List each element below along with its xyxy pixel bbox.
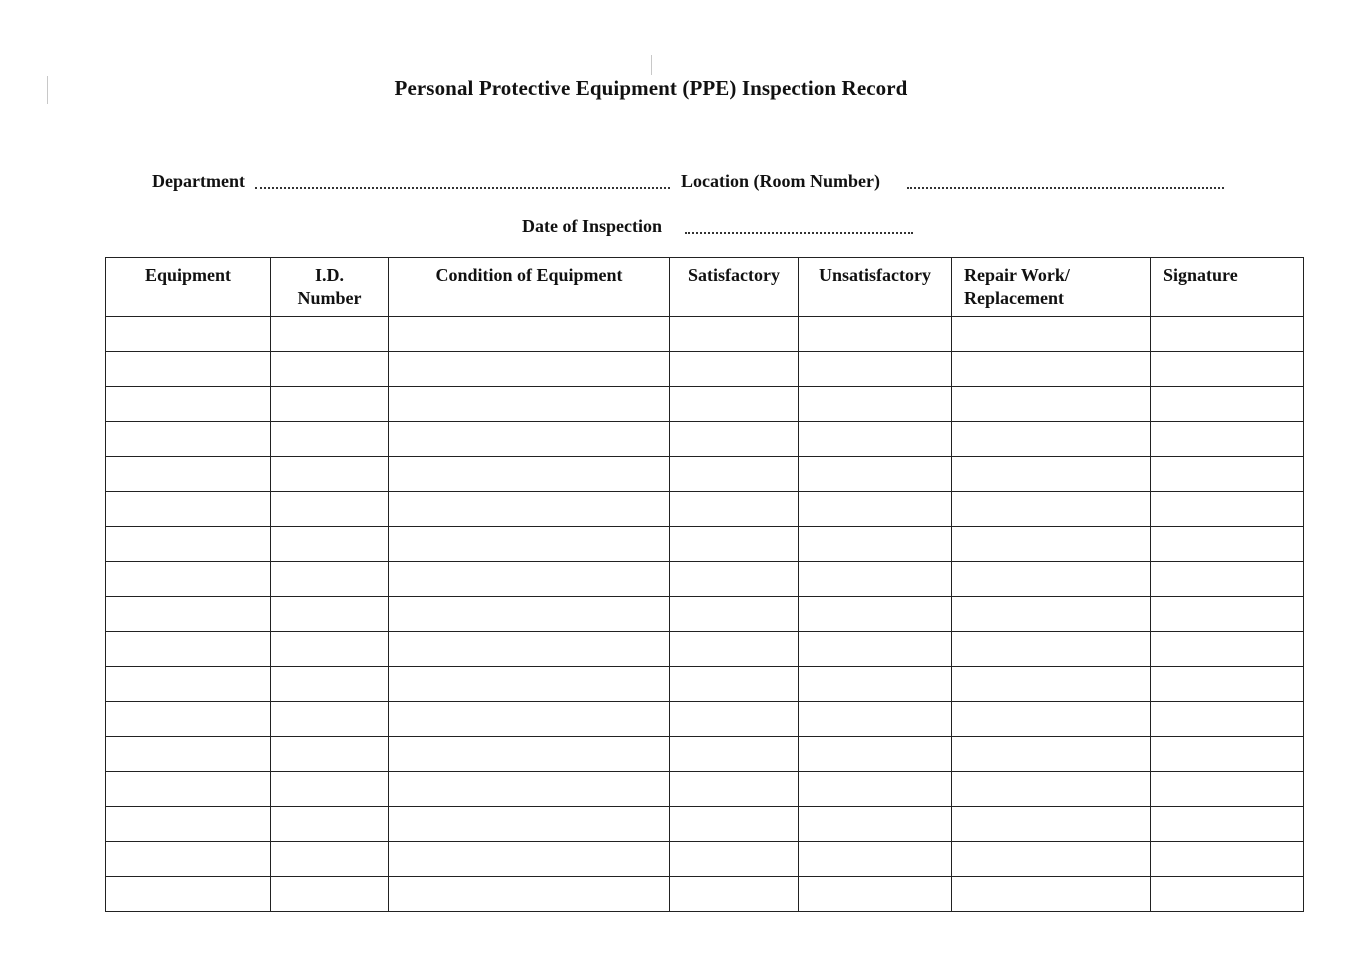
col-header-id-number <box>271 258 389 317</box>
table-cell[interactable] <box>1151 422 1304 457</box>
table-cell[interactable] <box>389 387 670 422</box>
table-row <box>106 492 1304 527</box>
table-cell[interactable] <box>271 702 389 737</box>
table-cell[interactable] <box>106 562 271 597</box>
table-cell[interactable] <box>271 492 389 527</box>
table-cell[interactable] <box>799 632 952 667</box>
table-row <box>106 352 1304 387</box>
table-cell[interactable] <box>670 632 799 667</box>
table-cell[interactable] <box>106 737 271 772</box>
table-cell[interactable] <box>1151 807 1304 842</box>
table-cell[interactable] <box>952 387 1151 422</box>
table-cell[interactable] <box>389 527 670 562</box>
table-cell[interactable] <box>389 632 670 667</box>
table-cell[interactable] <box>106 632 271 667</box>
table-cell[interactable] <box>106 422 271 457</box>
table-cell[interactable] <box>799 737 952 772</box>
table-cell[interactable] <box>799 842 952 877</box>
table-cell[interactable] <box>952 772 1151 807</box>
col-header-condition: Condition of Equipment <box>389 258 670 317</box>
table-cell[interactable] <box>952 632 1151 667</box>
table-cell[interactable] <box>670 317 799 352</box>
col-header-id-number-text: I.D. Number <box>297 265 362 308</box>
table-row <box>106 737 1304 772</box>
table-row <box>106 632 1304 667</box>
table-cell[interactable] <box>106 387 271 422</box>
table-cell[interactable] <box>389 562 670 597</box>
table-cell[interactable] <box>952 492 1151 527</box>
scan-mark-top <box>651 55 652 75</box>
table-cell[interactable] <box>106 317 271 352</box>
table-cell[interactable] <box>670 387 799 422</box>
table-cell[interactable] <box>389 702 670 737</box>
table-row <box>106 457 1304 492</box>
table-cell[interactable] <box>799 702 952 737</box>
table-cell[interactable] <box>799 317 952 352</box>
table-cell[interactable] <box>1151 597 1304 632</box>
table-cell[interactable] <box>271 877 389 912</box>
table-cell[interactable] <box>389 807 670 842</box>
table-cell[interactable] <box>952 527 1151 562</box>
table-cell[interactable] <box>1151 667 1304 702</box>
table-cell[interactable] <box>389 842 670 877</box>
table-cell[interactable] <box>389 877 670 912</box>
table-cell[interactable] <box>389 422 670 457</box>
table-cell[interactable] <box>670 562 799 597</box>
table-cell[interactable] <box>389 317 670 352</box>
col-header-repair-replacement-text: Repair Work/ Replacement <box>964 265 1070 308</box>
table-cell[interactable] <box>1151 632 1304 667</box>
table-cell[interactable] <box>670 737 799 772</box>
table-cell[interactable] <box>1151 562 1304 597</box>
table-cell[interactable] <box>670 877 799 912</box>
table-row <box>106 527 1304 562</box>
table-cell[interactable] <box>106 457 271 492</box>
table-cell[interactable] <box>799 772 952 807</box>
page-title: Personal Protective Equipment (PPE) Inspection Record <box>394 76 908 100</box>
table-cell[interactable] <box>106 492 271 527</box>
table-row <box>106 422 1304 457</box>
table-cell[interactable] <box>271 737 389 772</box>
inspection-table <box>105 257 1304 912</box>
table-cell[interactable] <box>271 527 389 562</box>
table-cell[interactable] <box>799 492 952 527</box>
table-cell[interactable] <box>799 457 952 492</box>
table-cell[interactable] <box>1151 492 1304 527</box>
table-cell[interactable] <box>799 807 952 842</box>
table-cell[interactable] <box>106 527 271 562</box>
table-cell[interactable] <box>271 317 389 352</box>
table-cell[interactable] <box>389 667 670 702</box>
table-cell[interactable] <box>271 842 389 877</box>
table-body <box>106 317 1304 912</box>
table-row <box>106 317 1304 352</box>
table-cell[interactable] <box>106 352 271 387</box>
table-cell[interactable] <box>670 457 799 492</box>
table-cell[interactable] <box>389 772 670 807</box>
table-cell[interactable] <box>952 562 1151 597</box>
col-header-equipment: Equipment <box>106 258 271 317</box>
table-row <box>106 772 1304 807</box>
table-row <box>106 597 1304 632</box>
table-row <box>106 702 1304 737</box>
table-cell[interactable] <box>799 562 952 597</box>
table-cell[interactable] <box>670 597 799 632</box>
table-cell[interactable] <box>1151 702 1304 737</box>
table-cell[interactable] <box>670 772 799 807</box>
table-cell[interactable] <box>389 737 670 772</box>
table-row <box>106 807 1304 842</box>
table-cell[interactable] <box>952 317 1151 352</box>
date-label: Date of Inspection <box>522 216 662 236</box>
table-cell[interactable] <box>952 422 1151 457</box>
table-cell[interactable] <box>271 562 389 597</box>
table-cell[interactable] <box>670 422 799 457</box>
date-field[interactable] <box>685 232 913 234</box>
table-cell[interactable] <box>106 877 271 912</box>
table-cell[interactable] <box>106 597 271 632</box>
table-cell[interactable] <box>952 807 1151 842</box>
table-cell[interactable] <box>271 352 389 387</box>
table-cell[interactable] <box>106 772 271 807</box>
table-cell[interactable] <box>1151 352 1304 387</box>
table-cell[interactable] <box>670 352 799 387</box>
table-cell[interactable] <box>670 492 799 527</box>
table-cell[interactable] <box>799 527 952 562</box>
table-cell[interactable] <box>1151 842 1304 877</box>
table-cell[interactable] <box>799 877 952 912</box>
table-cell[interactable] <box>799 597 952 632</box>
table-cell[interactable] <box>1151 737 1304 772</box>
table-row <box>106 562 1304 597</box>
table-cell[interactable] <box>952 457 1151 492</box>
department-label: Department <box>152 171 245 191</box>
table-header-row <box>106 258 1304 317</box>
table-cell[interactable] <box>1151 772 1304 807</box>
table-cell[interactable] <box>670 667 799 702</box>
table-cell[interactable] <box>106 702 271 737</box>
col-header-signature: Signature <box>1151 258 1304 317</box>
table-cell[interactable] <box>952 597 1151 632</box>
table-cell[interactable] <box>389 597 670 632</box>
table-cell[interactable] <box>1151 457 1304 492</box>
table-cell[interactable] <box>952 667 1151 702</box>
col-header-unsatisfactory: Unsatisfactory <box>799 258 952 317</box>
table-cell[interactable] <box>389 457 670 492</box>
table-cell[interactable] <box>271 807 389 842</box>
table-cell[interactable] <box>952 877 1151 912</box>
col-header-repair-replacement <box>952 258 1151 317</box>
table-cell[interactable] <box>271 422 389 457</box>
location-label: Location (Room Number) <box>681 171 880 191</box>
table-cell[interactable] <box>271 772 389 807</box>
department-field[interactable] <box>255 187 670 189</box>
table-cell[interactable] <box>799 352 952 387</box>
table-cell[interactable] <box>389 492 670 527</box>
table-cell[interactable] <box>670 702 799 737</box>
table-cell[interactable] <box>952 352 1151 387</box>
table-row <box>106 842 1304 877</box>
table-cell[interactable] <box>271 457 389 492</box>
table-cell[interactable] <box>952 842 1151 877</box>
table-cell[interactable] <box>799 667 952 702</box>
table-row <box>106 877 1304 912</box>
table-row <box>106 667 1304 702</box>
table-cell[interactable] <box>670 527 799 562</box>
location-field[interactable] <box>907 187 1224 189</box>
table-cell[interactable] <box>271 597 389 632</box>
table-cell[interactable] <box>952 737 1151 772</box>
table-cell[interactable] <box>106 842 271 877</box>
table-cell[interactable] <box>271 632 389 667</box>
col-header-satisfactory: Satisfactory <box>670 258 799 317</box>
table-cell[interactable] <box>952 702 1151 737</box>
table-cell[interactable] <box>1151 387 1304 422</box>
table-cell[interactable] <box>799 422 952 457</box>
table-row <box>106 387 1304 422</box>
table-cell[interactable] <box>670 807 799 842</box>
table-cell[interactable] <box>1151 877 1304 912</box>
table-cell[interactable] <box>271 387 389 422</box>
table-cell[interactable] <box>799 387 952 422</box>
table-cell[interactable] <box>1151 317 1304 352</box>
table-cell[interactable] <box>271 667 389 702</box>
table-cell[interactable] <box>670 842 799 877</box>
table-cell[interactable] <box>1151 527 1304 562</box>
table-cell[interactable] <box>106 807 271 842</box>
table-cell[interactable] <box>389 352 670 387</box>
table-cell[interactable] <box>106 667 271 702</box>
